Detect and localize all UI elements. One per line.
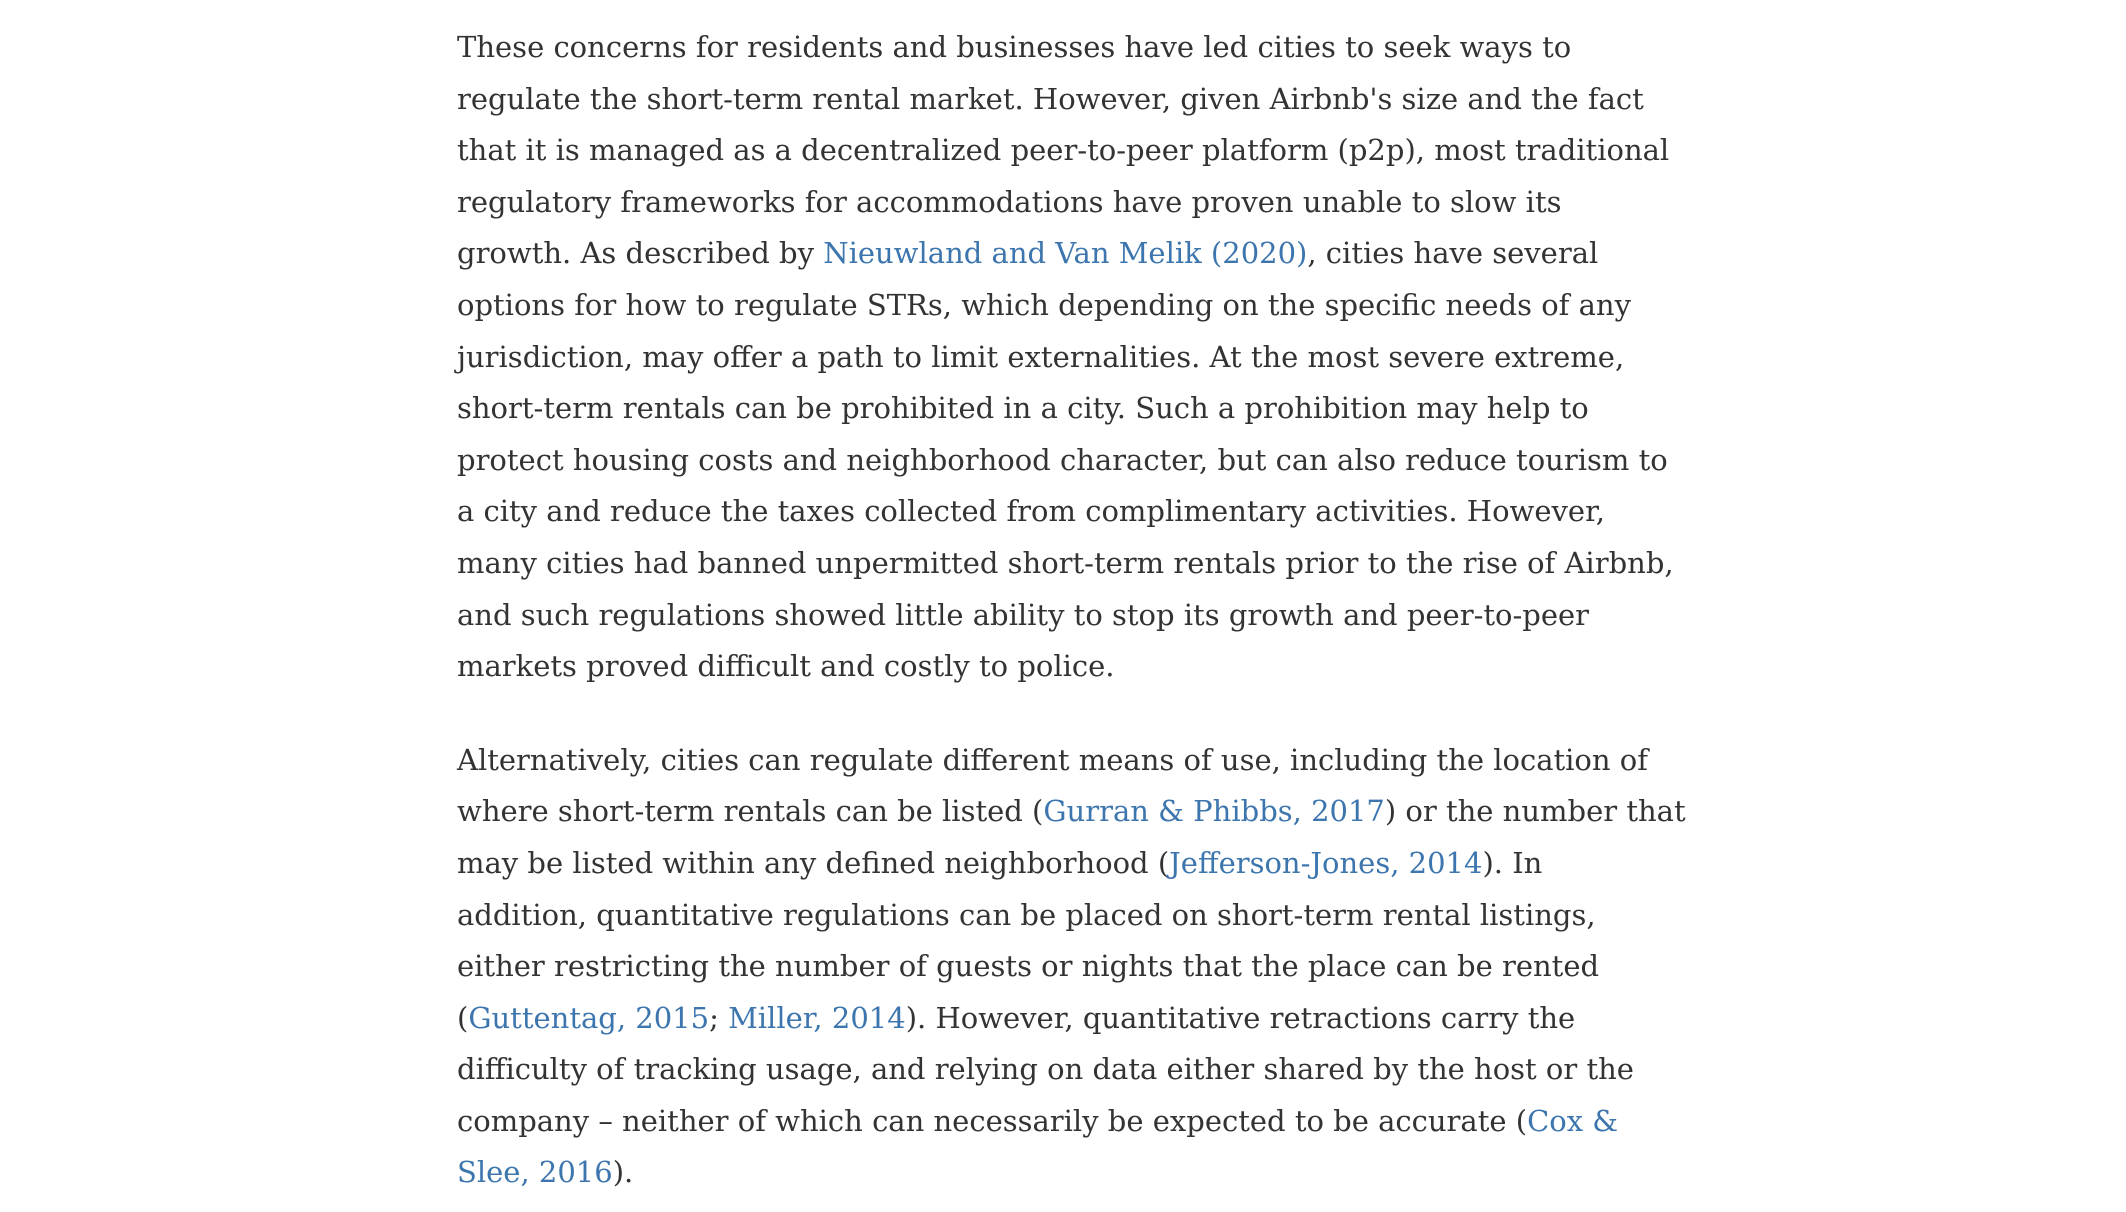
text-segment: many cities had banned unpermitted short-term rentals prior to the rise of Airbnb, — [457, 545, 1674, 580]
citation-link[interactable]: Miller, 2014 — [728, 1000, 906, 1035]
text-segment: a city and reduce the taxes collected from complimentary activities. However, — [457, 494, 1605, 529]
text-line — [457, 786, 2126, 838]
citation-link[interactable]: Gurran & Phibbs, 2017 — [1043, 794, 1385, 829]
text-line — [457, 641, 2126, 693]
citation-link[interactable]: Cox & — [1527, 1103, 1619, 1138]
text-segment: jurisdiction, may offer a path to limit externalities. At the most severe extreme, — [457, 339, 1625, 374]
text-segment: These concerns for residents and businesses have led cities to seek ways to — [457, 30, 1572, 64]
text-segment: either restricting the number of guests or nights that the place can be rented — [457, 949, 1600, 984]
citation-link[interactable]: Jefferson-Jones, 2014 — [1169, 845, 1483, 880]
citation-link[interactable]: Slee, 2016 — [457, 1155, 613, 1190]
text-segment: options for how to regulate STRs, which depending on the specific needs of any — [457, 287, 1631, 322]
text-segment: difficulty of tracking usage, and relying on data either shared by the host or the — [457, 1052, 1634, 1087]
text-line — [457, 332, 2126, 384]
text-line — [457, 890, 2126, 942]
citation-link[interactable]: Guttentag, 2015 — [468, 1000, 710, 1035]
citation-link[interactable]: Nieuwland and Van Melik (2020) — [823, 236, 1308, 271]
text-line — [457, 177, 2126, 229]
text-segment: ( — [457, 1000, 469, 1035]
text-segment: regulatory frameworks for accommodations have proven unable to slow its — [457, 184, 1562, 219]
text-segment: short-term rentals can be prohibited in a city. Such a prohibition may help to — [457, 391, 1589, 426]
text-line — [457, 838, 2126, 890]
text-segment: company – neither of which can necessarily be expected to be accurate ( — [457, 1103, 1528, 1138]
text-segment: , cities have several — [1307, 236, 1599, 271]
text-segment: where short-term rentals can be listed ( — [457, 794, 1044, 829]
text-segment: regulate the short-term rental market. However, given Airbnb's size and the fact — [457, 81, 1644, 116]
text-line — [457, 1044, 2126, 1096]
text-line — [457, 1147, 2126, 1199]
paragraph — [457, 22, 2126, 693]
text-line — [457, 74, 2126, 126]
text-segment: Alternatively, cities can regulate different means of use, including the location of — [457, 742, 1648, 777]
text-line — [457, 383, 2126, 435]
text-segment: ). However, quantitative retractions carry the — [905, 1000, 1576, 1035]
text-line — [457, 735, 2126, 787]
text-segment: may be listed within any defined neighborhood ( — [457, 845, 1170, 880]
paragraph — [457, 735, 2126, 1199]
text-segment: ; — [709, 1000, 729, 1035]
text-segment: and such regulations showed little ability to stop its growth and peer-to-peer — [457, 597, 1590, 632]
text-segment: that it is managed as a decentralized peer-to-peer platform (p2p), most traditional — [457, 133, 1670, 168]
text-line — [457, 1096, 2126, 1148]
text-line — [457, 538, 2126, 590]
text-segment: growth. As described by — [457, 236, 824, 271]
text-segment: markets proved difficult and costly to police. — [457, 649, 1115, 684]
text-line — [457, 993, 2126, 1045]
text-line — [457, 228, 2126, 280]
text-line — [457, 280, 2126, 332]
text-line — [457, 435, 2126, 487]
text-line — [457, 941, 2126, 993]
text-segment: protect housing costs and neighborhood character, but can also reduce tourism to — [457, 442, 1668, 477]
text-line — [457, 590, 2126, 642]
text-segment: ) or the number that — [1384, 794, 1686, 829]
text-segment: addition, quantitative regulations can be placed on short-term rental listings, — [457, 897, 1596, 932]
text-segment: ). In — [1482, 845, 1543, 880]
text-line — [457, 125, 2126, 177]
text-line — [457, 22, 2126, 74]
text-line — [457, 486, 2126, 538]
text-segment: ). — [612, 1155, 634, 1190]
